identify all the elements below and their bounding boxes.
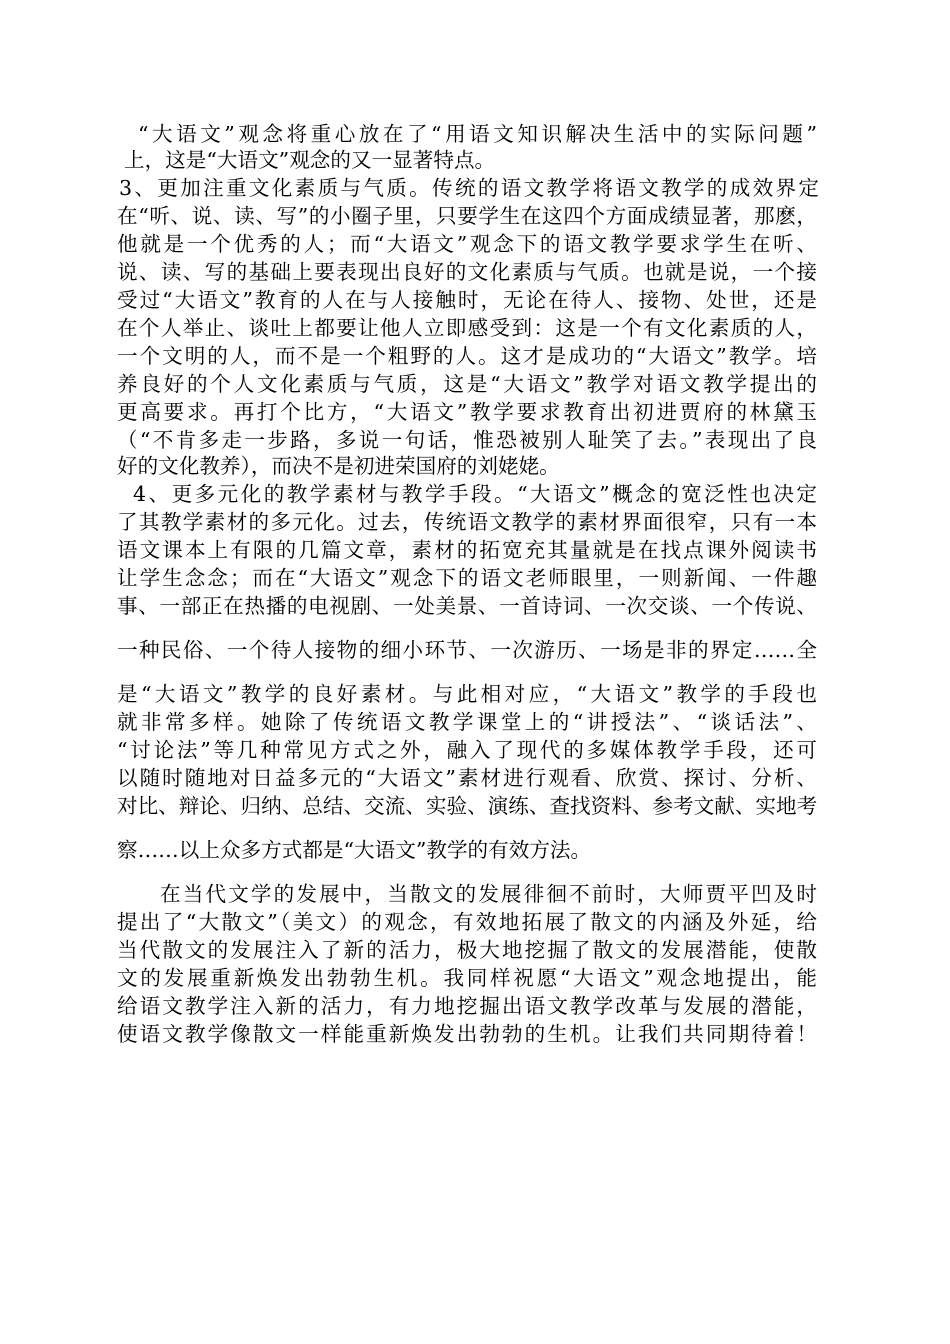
text-line: 事、一部正在热播的电视剧、一处美景、一首诗词、一次交谈、一个传说、 [117, 594, 817, 618]
text-line: 了其教学素材的多元化。过去，传统语文教学的素材界面很窄，只有一本 [117, 510, 817, 534]
text-line: 说、读、写的基础上要表现出良好的文化素质与气质。也就是说，一个接 [117, 260, 817, 284]
paragraph-4-line: 4、更多元化的教学素材与教学手段。“大语文”概念的宽泛性也决定 [133, 482, 817, 506]
text-line: 提出了“大散文”（美文）的观念，有效地拓展了散文的内涵及外延，给 [117, 910, 817, 934]
text-line: 文的发展重新焕发出勃勃生机。我同样祝愿“大语文”观念地提出，能 [117, 966, 817, 990]
text-line: “大语文”观念将重心放在了“用语文知识解决生活中的实际问题” [138, 122, 817, 146]
text-line: 在“听、说、读、写”的小圈子里，只要学生在这四个方面成绩显著，那麽， [117, 204, 817, 228]
text-line: 当代散文的发展注入了新的活力，极大地挖掘了散文的发展潜能，使散 [117, 938, 817, 962]
text-line: 语文课本上有限的几篇文章，素材的拓宽充其量就是在找点课外阅读书 [117, 538, 817, 562]
text-line: 养良好的个人文化素质与气质，这是“大语文”教学对语文教学提出的 [117, 372, 817, 396]
text-line: 就非常多样。她除了传统语文教学课堂上的“讲授法”、“谈话法”、 [117, 710, 817, 734]
paragraph-3-line: 3、更加注重文化素质与气质。传统的语文教学将语文教学的成效界定 [119, 176, 819, 200]
text-line: 好的文化教养），而决不是初进荣国府的刘姥姥。 [117, 454, 560, 478]
text-line: 他就是一个优秀的人；而“大语文”观念下的语文教学要求学生在听、 [117, 232, 817, 256]
text-line: 上，这是“大语文”观念的又一显著特点。 [124, 148, 496, 172]
text-line: 在个人举止、谈吐上都要让他人立即感受到：这是一个有文化素质的人， [117, 316, 817, 340]
text-line: 是“大语文”教学的良好素材。与此相对应，“大语文”教学的手段也 [117, 682, 817, 706]
text-line: 一个文明的人，而不是一个粗野的人。这才是成功的“大语文”教学。培 [117, 344, 817, 368]
text-line: 一种民俗、一个待人接物的细小环节、一次游历、一场是非的界定……全 [117, 638, 817, 662]
text-line: 以随时随地对日益多元的“大语文”素材进行观看、欣赏、探讨、分析、 [117, 766, 817, 790]
text-line: 更高要求。再打个比方，“大语文”教学要求教育出初进贾府的林黛玉 [117, 400, 817, 424]
text-line: 对比、辩论、归纳、总结、交流、实验、演练、查找资料、参考文献、实地考 [117, 794, 817, 818]
text-line: 察……以上众多方式都是“大语文”教学的有效方法。 [117, 838, 592, 862]
text-line: 让学生念念；而在“大语文”观念下的语文老师眼里，一则新闻、一件趣 [117, 566, 817, 590]
text-line: （“不肯多走一步路，多说一句话，惟恐被别人耻笑了去。”表现出了良 [117, 428, 817, 452]
paragraph-conclusion-line: 在当代文学的发展中，当散文的发展徘徊不前时，大师贾平凹及时 [160, 882, 817, 906]
text-line: 给语文教学注入新的活力，有力地挖掘出语文教学改革与发展的潜能， [117, 994, 817, 1018]
text-line: 使语文教学像散文一样能重新焕发出勃勃的生机。让我们共同期待着！ [117, 1022, 817, 1046]
text-line: “讨论法”等几种常见方式之外，融入了现代的多媒体教学手段，还可 [117, 738, 817, 762]
text-line: 受过“大语文”教育的人在与人接触时，无论在待人、接物、处世，还是 [117, 288, 817, 312]
